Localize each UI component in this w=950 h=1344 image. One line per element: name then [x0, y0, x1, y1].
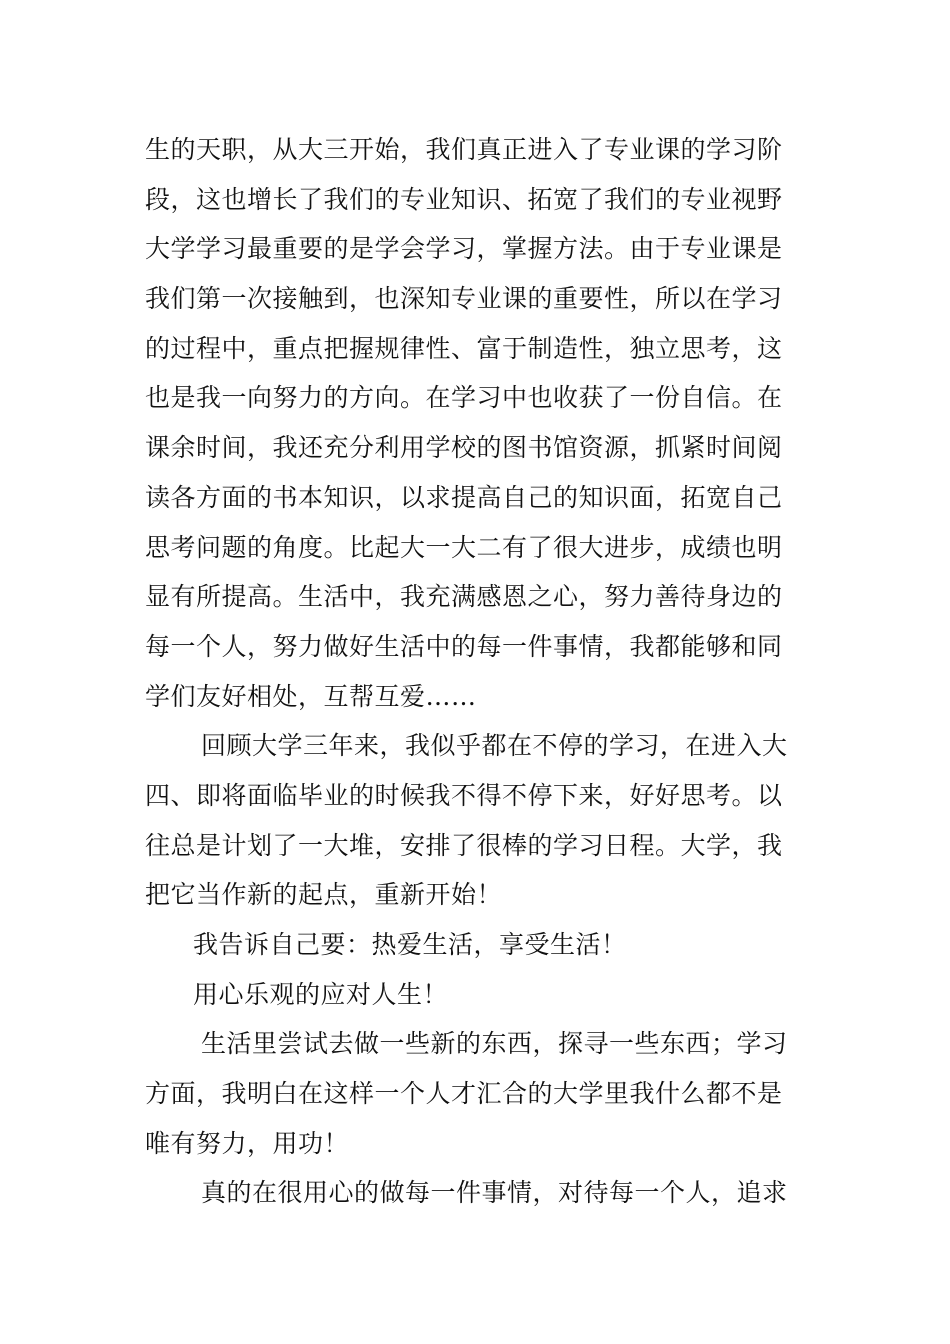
text-line: 四、即将面临毕业的时候我不得不停下来，好好思考。以	[145, 780, 783, 810]
paragraph-start-line: 我告诉自己要：热爱生活，享受生活！	[193, 930, 627, 959]
text-line: 每一个人，努力做好生活中的每一件事情，我都能够和同	[145, 631, 783, 661]
text-line: 学们友好相处，互帮互爱……	[145, 681, 477, 711]
paragraph-start-line: 真的在很用心的做每一件事情，对待每一个人，追求	[201, 1178, 788, 1208]
paragraph-start-line: 用心乐观的应对人生！	[193, 979, 449, 1009]
text-line: 方面，我明白在这样一个人才汇合的大学里我什么都不是	[145, 1079, 783, 1109]
text-line: 段，这也增长了我们的专业知识、拓宽了我们的专业视野	[145, 184, 783, 214]
text-line: 唯有努力，用功！	[145, 1128, 350, 1158]
text-line: 显有所提高。生活中，我充满感恩之心，努力善待身边的	[145, 582, 783, 612]
text-line: 思考问题的角度。比起大一大二有了很大进步，成绩也明	[145, 532, 783, 562]
body-text	[145, 125, 815, 1218]
text-line: 读各方面的书本知识，以求提高自己的知识面，拓宽自己	[145, 482, 783, 512]
text-line: 生的天职，从大三开始，我们真正进入了专业课的学习阶	[145, 135, 783, 164]
paragraph-start-line: 回顾大学三年来，我似乎都在不停的学习，在进入大	[201, 731, 788, 761]
text-line: 我们第一次接触到，也深知专业课的重要性，所以在学习	[145, 284, 783, 314]
text-line: 往总是计划了一大堆，安排了很棒的学习日程。大学，我	[145, 830, 783, 860]
text-line: 的过程中，重点把握规律性、富于制造性，独立思考，这	[145, 333, 783, 363]
text-line: 课余时间，我还充分利用学校的图书馆资源，抓紧时间阅	[145, 433, 783, 463]
text-line: 把它当作新的起点，重新开始！	[145, 880, 503, 910]
text-line: 大学学习最重要的是学会学习，掌握方法。由于专业课是	[145, 234, 783, 264]
paragraph-start-line: 生活里尝试去做一些新的东西，探寻一些东西；学习	[201, 1029, 788, 1059]
text-line: 也是我一向努力的方向。在学习中也收获了一份自信。在	[145, 383, 783, 413]
